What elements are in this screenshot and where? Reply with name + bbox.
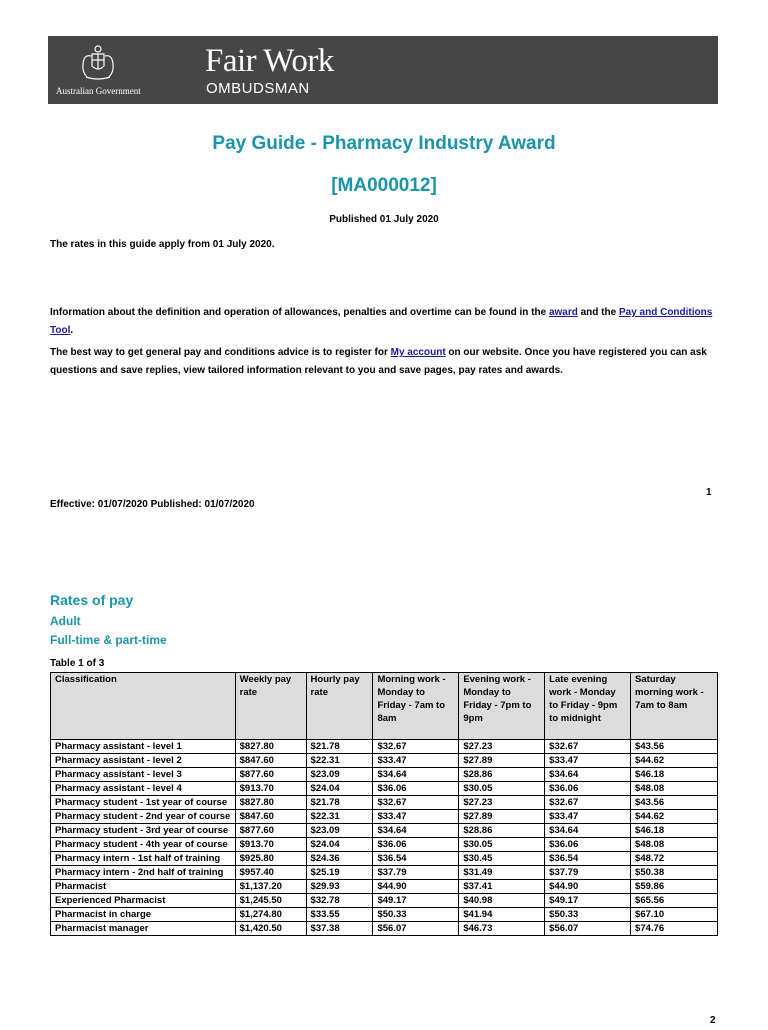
column-header: Hourly pay rate <box>306 673 373 740</box>
rate-cell: $36.06 <box>373 782 459 796</box>
rate-cell: $50.33 <box>373 908 459 922</box>
award-link[interactable]: award <box>548 307 578 318</box>
rate-cell: $1,245.50 <box>235 894 306 908</box>
rate-cell: $48.08 <box>631 782 718 796</box>
rate-cell: $34.64 <box>545 824 631 838</box>
my-account-link[interactable]: My account <box>390 347 446 358</box>
classification-cell: Pharmacy intern - 2nd half of training <box>51 866 236 880</box>
rate-cell: $33.47 <box>373 754 459 768</box>
rate-cell: $50.38 <box>631 866 718 880</box>
rate-cell: $32.67 <box>545 796 631 810</box>
advice-paragraph <box>50 344 730 380</box>
column-header: Classification <box>51 673 236 740</box>
rate-cell: $24.36 <box>306 852 373 866</box>
rate-cell: $27.23 <box>459 740 545 754</box>
rate-cell: $36.54 <box>545 852 631 866</box>
rate-cell: $1,420.50 <box>235 922 306 936</box>
rate-cell: $23.09 <box>306 824 373 838</box>
rate-cell: $40.98 <box>459 894 545 908</box>
table-row <box>51 880 718 894</box>
classification-cell: Pharmacy assistant - level 2 <box>51 754 236 768</box>
rate-cell: $32.67 <box>545 740 631 754</box>
rate-cell: $957.40 <box>235 866 306 880</box>
rate-cell: $34.64 <box>373 824 459 838</box>
brand-subtitle: OMBUDSMAN <box>206 80 310 97</box>
table-row <box>51 740 718 754</box>
rates-apply-text: The rates in this guide apply from 01 July 2020. <box>50 239 275 250</box>
rate-cell: $913.70 <box>235 782 306 796</box>
info-text-middle: and the <box>577 307 619 318</box>
rate-cell: $27.23 <box>459 796 545 810</box>
rate-cell: $33.55 <box>306 908 373 922</box>
adult-heading: Adult <box>50 614 81 628</box>
classification-cell: Pharmacy student - 4th year of course <box>51 838 236 852</box>
rate-cell: $56.07 <box>545 922 631 936</box>
rate-cell: $44.90 <box>545 880 631 894</box>
rate-cell: $43.56 <box>631 796 718 810</box>
rate-cell: $22.31 <box>306 754 373 768</box>
advice-text-after: on our website. Once you have registered you can ask questions and save replies, view tailored information relevant to you and save pages, pay rates and awards. <box>50 347 707 376</box>
table-row <box>51 866 718 880</box>
rate-cell: $67.10 <box>631 908 718 922</box>
government-label: Australian Government <box>56 86 141 96</box>
rate-cell: $37.41 <box>459 880 545 894</box>
rate-cell: $46.73 <box>459 922 545 936</box>
classification-cell: Experienced Pharmacist <box>51 894 236 908</box>
classification-cell: Pharmacy assistant - level 4 <box>51 782 236 796</box>
rate-cell: $877.60 <box>235 768 306 782</box>
rate-cell: $44.90 <box>373 880 459 894</box>
table-row <box>51 796 718 810</box>
table-header-row <box>51 673 718 740</box>
rate-cell: $28.86 <box>459 768 545 782</box>
rate-cell: $34.64 <box>373 768 459 782</box>
rate-cell: $48.72 <box>631 852 718 866</box>
page-number-2: 2 <box>710 1015 716 1026</box>
table-row <box>51 838 718 852</box>
classification-cell: Pharmacy assistant - level 1 <box>51 740 236 754</box>
rate-cell: $25.19 <box>306 866 373 880</box>
classification-cell: Pharmacy student - 1st year of course <box>51 796 236 810</box>
rate-cell: $22.31 <box>306 810 373 824</box>
fair-work-banner <box>48 36 718 104</box>
table-row <box>51 922 718 936</box>
advice-text-before: The best way to get general pay and conditions advice is to register for <box>50 347 391 358</box>
rate-cell: $28.86 <box>459 824 545 838</box>
rate-cell: $41.94 <box>459 908 545 922</box>
rate-cell: $48.08 <box>631 838 718 852</box>
rate-cell: $37.79 <box>545 866 631 880</box>
pay-conditions-tool-link[interactable]: Pay and Conditions Tool <box>50 307 713 336</box>
table-row <box>51 908 718 922</box>
rate-cell: $913.70 <box>235 838 306 852</box>
rate-cell: $46.18 <box>631 824 718 838</box>
rate-cell: $37.79 <box>373 866 459 880</box>
rate-cell: $30.45 <box>459 852 545 866</box>
table-row <box>51 782 718 796</box>
full-part-time-heading: Full-time & part-time <box>50 633 167 647</box>
classification-cell: Pharmacist <box>51 880 236 894</box>
rate-cell: $33.47 <box>545 754 631 768</box>
pay-rates-table <box>50 672 718 936</box>
rate-cell: $847.60 <box>235 810 306 824</box>
classification-cell: Pharmacy intern - 1st half of training <box>51 852 236 866</box>
column-header: Late evening work - Monday to Friday - 9pm to midnight <box>545 673 631 740</box>
rate-cell: $1,274.80 <box>235 908 306 922</box>
award-code: [MA000012] <box>331 175 437 196</box>
rate-cell: $59.86 <box>631 880 718 894</box>
info-paragraph <box>50 304 730 340</box>
rate-cell: $37.38 <box>306 922 373 936</box>
rate-cell: $44.62 <box>631 754 718 768</box>
rate-cell: $74.76 <box>631 922 718 936</box>
table-caption: Table 1 of 3 <box>50 658 105 669</box>
rate-cell: $49.17 <box>545 894 631 908</box>
classification-cell: Pharmacist in charge <box>51 908 236 922</box>
rate-cell: $847.60 <box>235 754 306 768</box>
table-row <box>51 894 718 908</box>
rate-cell: $877.60 <box>235 824 306 838</box>
rate-cell: $46.18 <box>631 768 718 782</box>
rate-cell: $27.89 <box>459 810 545 824</box>
rate-cell: $49.17 <box>373 894 459 908</box>
rate-cell: $36.06 <box>545 782 631 796</box>
rate-cell: $32.78 <box>306 894 373 908</box>
table-row <box>51 824 718 838</box>
classification-cell: Pharmacy student - 2nd year of course <box>51 810 236 824</box>
coat-of-arms-icon <box>78 44 118 82</box>
rate-cell: $36.06 <box>545 838 631 852</box>
table-row <box>51 754 718 768</box>
rate-cell: $24.04 <box>306 838 373 852</box>
rate-cell: $36.54 <box>373 852 459 866</box>
column-header: Evening work - Monday to Friday - 7pm to 9pm <box>459 673 545 740</box>
rate-cell: $34.64 <box>545 768 631 782</box>
rate-cell: $31.49 <box>459 866 545 880</box>
column-header: Morning work - Monday to Friday - 7am to 8am <box>373 673 459 740</box>
rate-cell: $43.56 <box>631 740 718 754</box>
rate-cell: $23.09 <box>306 768 373 782</box>
rate-cell: $30.05 <box>459 782 545 796</box>
classification-cell: Pharmacy assistant - level 3 <box>51 768 236 782</box>
rate-cell: $30.05 <box>459 838 545 852</box>
rate-cell: $33.47 <box>373 810 459 824</box>
page-number-1: 1 <box>706 487 712 498</box>
info-text-before: Information about the definition and operation of allowances, penalties and overtime can be found in the <box>50 307 549 318</box>
rates-heading: Rates of pay <box>50 592 134 608</box>
rate-cell: $32.67 <box>373 796 459 810</box>
rate-cell: $36.06 <box>373 838 459 852</box>
rate-cell: $50.33 <box>545 908 631 922</box>
brand-title: Fair Work <box>205 43 334 79</box>
rate-cell: $925.80 <box>235 852 306 866</box>
rate-cell: $44.62 <box>631 810 718 824</box>
rate-cell: $56.07 <box>373 922 459 936</box>
rate-cell: $33.47 <box>545 810 631 824</box>
rate-cell: $27.89 <box>459 754 545 768</box>
rate-cell: $24.04 <box>306 782 373 796</box>
effective-date: Effective: 01/07/2020 Published: 01/07/2020 <box>50 499 255 510</box>
rate-cell: $29.93 <box>306 880 373 894</box>
table-row <box>51 852 718 866</box>
classification-cell: Pharmacy student - 3rd year of course <box>51 824 236 838</box>
column-header: Weekly pay rate <box>235 673 306 740</box>
rate-cell: $827.80 <box>235 796 306 810</box>
rate-cell: $65.56 <box>631 894 718 908</box>
rate-cell: $32.67 <box>373 740 459 754</box>
column-header: Saturday morning work - 7am to 8am <box>631 673 718 740</box>
table-row <box>51 810 718 824</box>
rate-cell: $827.80 <box>235 740 306 754</box>
document-title: Pay Guide - Pharmacy Industry Award <box>212 133 556 154</box>
published-date: Published 01 July 2020 <box>329 214 439 225</box>
table-row <box>51 768 718 782</box>
rate-cell: $1,137.20 <box>235 880 306 894</box>
rate-cell: $21.78 <box>306 796 373 810</box>
rate-cell: $21.78 <box>306 740 373 754</box>
info-text-after: . <box>70 325 74 336</box>
classification-cell: Pharmacist manager <box>51 922 236 936</box>
